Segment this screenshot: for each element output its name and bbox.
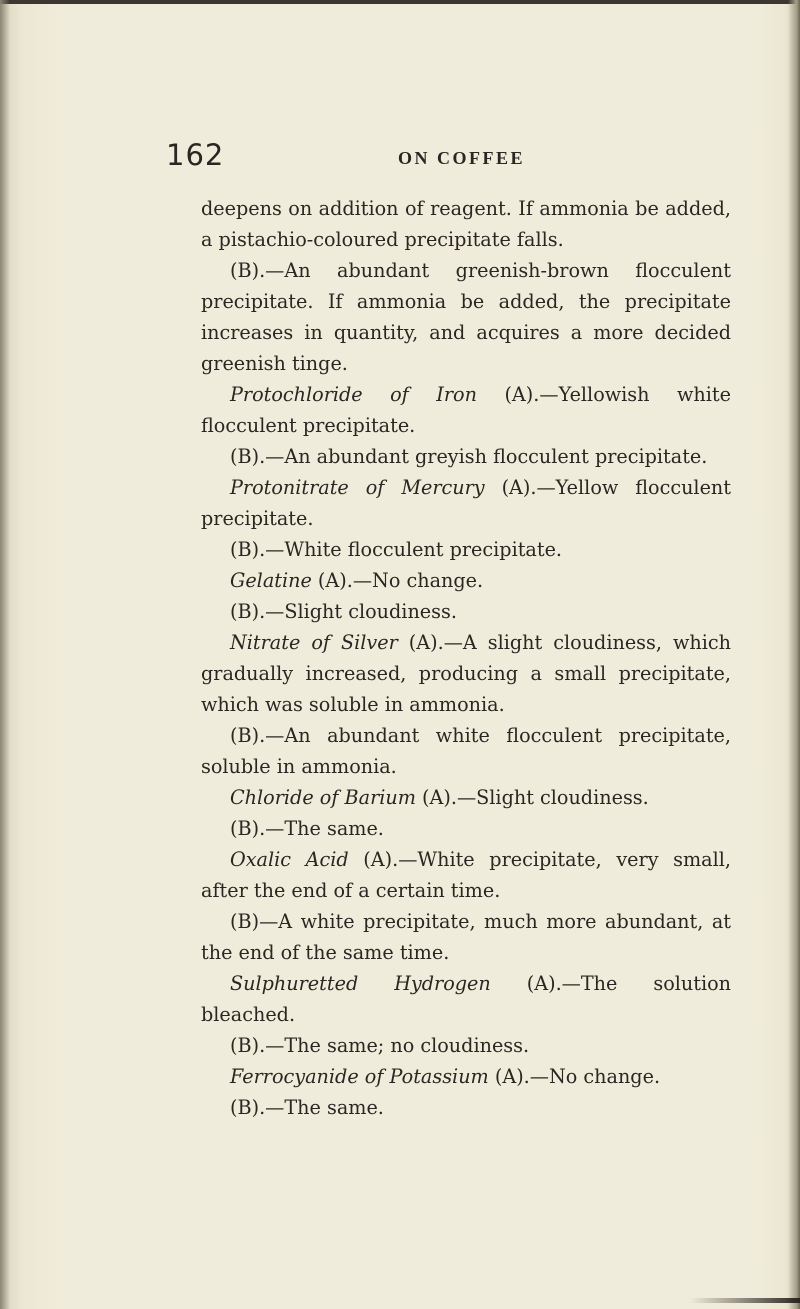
reagent-name: Protonitrate of Mercury <box>230 476 485 499</box>
reagent-name: Nitrate of Silver <box>230 631 398 654</box>
binding-shadow <box>0 0 10 1309</box>
paragraph-text: (B).—An abundant greyish flocculent precipitate. <box>230 445 708 468</box>
top-edge-rule <box>0 0 800 4</box>
body-text <box>201 193 731 1123</box>
reagent-name: Gelatine <box>230 569 312 592</box>
paragraph <box>201 1030 731 1061</box>
paragraph <box>201 1092 731 1123</box>
page-number: 162 <box>166 138 225 172</box>
paragraph-text: (B).—The same. <box>230 817 384 840</box>
paragraph-text: (A).—Yellowish white flocculent precipitate. <box>201 383 731 437</box>
reagent-name: Ferrocyanide of Potassium <box>230 1065 489 1088</box>
page-edge <box>788 0 800 1309</box>
running-title: ON COFFEE <box>398 148 526 168</box>
paragraph-text: (A).—White precipitate, very small, after the end of a certain time. <box>201 848 731 902</box>
paragraph <box>201 813 731 844</box>
paragraph-text: (A).—Slight cloudiness. <box>415 786 649 809</box>
paragraph-text: (B).—White flocculent precipitate. <box>230 538 563 561</box>
paragraph <box>201 1061 731 1092</box>
paragraph <box>201 193 731 255</box>
paragraph-text: (A).—The solution bleached. <box>201 972 731 1026</box>
paragraph-text: (B).—An abundant greenish-brown flocculent precipitate. If ammonia be added, the precipitate increases in quantity, and acquires a more decided greenish tinge. <box>201 259 731 375</box>
paragraph-text: (B).—An abundant white flocculent precipitate, soluble in ammonia. <box>201 724 731 778</box>
paragraph-text: (A).—Yellow flocculent precipitate. <box>201 476 731 530</box>
paragraph <box>201 379 731 441</box>
paragraph-text: (B)—A white precipitate, much more abundant, at the end of the same time. <box>201 910 731 964</box>
paragraph <box>201 255 731 379</box>
paragraph-text: (A).—No change. <box>311 569 484 592</box>
reagent-name: Chloride of Barium <box>230 786 416 809</box>
reagent-name: Sulphuretted Hydrogen <box>230 972 491 995</box>
paragraph-text: deepens on addition of reagent. If ammonia be added, a pistachio-coloured precipitate falls. <box>201 197 731 251</box>
reagent-name: Oxalic Acid <box>230 848 349 871</box>
paragraph <box>201 782 731 813</box>
paragraph <box>201 596 731 627</box>
paragraph-text: (A).—No change. <box>488 1065 661 1088</box>
reagent-name: Protochloride of Iron <box>230 383 477 406</box>
paragraph-text: (A).—A slight cloudiness, which gradually increased, producing a small precipitate, which was soluble in ammonia. <box>201 631 732 716</box>
paragraph-text: (B).—The same. <box>230 1096 384 1119</box>
paragraph <box>201 441 731 472</box>
paragraph <box>201 720 731 782</box>
paragraph-text: (B).—Slight cloudiness. <box>230 600 457 623</box>
paragraph <box>201 627 731 720</box>
bottom-edge-rule <box>690 1298 800 1303</box>
running-head <box>166 138 760 178</box>
paragraph <box>201 565 731 596</box>
paragraph <box>201 844 731 906</box>
paragraph <box>201 968 731 1030</box>
paragraph <box>201 472 731 534</box>
paragraph-text: (B).—The same; no cloudiness. <box>230 1034 530 1057</box>
paragraph <box>201 534 731 565</box>
paragraph <box>201 906 731 968</box>
